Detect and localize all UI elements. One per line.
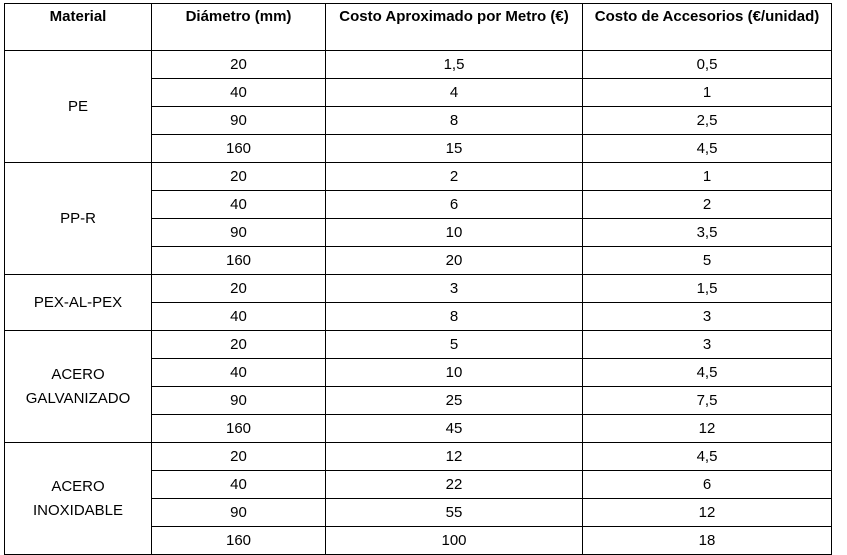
material-cell: ACERO INOXIDABLE <box>5 443 152 555</box>
costo-metro-cell: 10 <box>326 219 583 247</box>
table-body <box>5 51 832 555</box>
costo-accesorios-cell: 1 <box>583 163 832 191</box>
table-row <box>5 163 832 191</box>
costo-metro-cell: 55 <box>326 499 583 527</box>
diametro-cell: 160 <box>152 247 326 275</box>
costo-accesorios-cell: 4,5 <box>583 443 832 471</box>
material-cell: ACERO GALVANIZADO <box>5 331 152 443</box>
diametro-cell: 90 <box>152 499 326 527</box>
costo-accesorios-cell: 2 <box>583 191 832 219</box>
header-material: Material <box>5 4 152 51</box>
diametro-cell: 20 <box>152 51 326 79</box>
table-row <box>5 275 832 303</box>
costo-accesorios-cell: 7,5 <box>583 387 832 415</box>
diametro-cell: 40 <box>152 359 326 387</box>
diametro-cell: 160 <box>152 135 326 163</box>
costo-metro-cell: 8 <box>326 303 583 331</box>
diametro-cell: 160 <box>152 527 326 555</box>
costo-metro-cell: 25 <box>326 387 583 415</box>
header-costo-accesorios: Costo de Accesorios (€/unidad) <box>583 4 832 51</box>
costo-accesorios-cell: 0,5 <box>583 51 832 79</box>
costo-metro-cell: 45 <box>326 415 583 443</box>
table-header <box>5 4 832 51</box>
costo-accesorios-cell: 6 <box>583 471 832 499</box>
diametro-cell: 40 <box>152 79 326 107</box>
costo-accesorios-cell: 4,5 <box>583 359 832 387</box>
table-row <box>5 331 832 359</box>
cost-table <box>4 3 832 555</box>
table-row <box>5 443 832 471</box>
costo-metro-cell: 22 <box>326 471 583 499</box>
material-cell: PE <box>5 51 152 163</box>
costo-metro-cell: 1,5 <box>326 51 583 79</box>
costo-metro-cell: 20 <box>326 247 583 275</box>
diametro-cell: 90 <box>152 107 326 135</box>
diametro-cell: 40 <box>152 471 326 499</box>
diametro-cell: 20 <box>152 163 326 191</box>
table-row <box>5 51 832 79</box>
costo-metro-cell: 5 <box>326 331 583 359</box>
diametro-cell: 20 <box>152 331 326 359</box>
costo-metro-cell: 4 <box>326 79 583 107</box>
costo-metro-cell: 8 <box>326 107 583 135</box>
costo-accesorios-cell: 4,5 <box>583 135 832 163</box>
costo-accesorios-cell: 1,5 <box>583 275 832 303</box>
diametro-cell: 20 <box>152 443 326 471</box>
material-cell: PP-R <box>5 163 152 275</box>
costo-accesorios-cell: 12 <box>583 415 832 443</box>
diametro-cell: 40 <box>152 191 326 219</box>
costo-accesorios-cell: 3 <box>583 331 832 359</box>
diametro-cell: 20 <box>152 275 326 303</box>
header-diametro: Diámetro (mm) <box>152 4 326 51</box>
costo-metro-cell: 10 <box>326 359 583 387</box>
costo-accesorios-cell: 2,5 <box>583 107 832 135</box>
diametro-cell: 40 <box>152 303 326 331</box>
diametro-cell: 90 <box>152 219 326 247</box>
diametro-cell: 90 <box>152 387 326 415</box>
costo-metro-cell: 6 <box>326 191 583 219</box>
costo-accesorios-cell: 12 <box>583 499 832 527</box>
costo-accesorios-cell: 3,5 <box>583 219 832 247</box>
costo-accesorios-cell: 1 <box>583 79 832 107</box>
costo-metro-cell: 15 <box>326 135 583 163</box>
costo-metro-cell: 12 <box>326 443 583 471</box>
costo-accesorios-cell: 18 <box>583 527 832 555</box>
costo-metro-cell: 2 <box>326 163 583 191</box>
header-costo-metro: Costo Aproximado por Metro (€) <box>326 4 583 51</box>
diametro-cell: 160 <box>152 415 326 443</box>
costo-accesorios-cell: 5 <box>583 247 832 275</box>
costo-metro-cell: 3 <box>326 275 583 303</box>
material-cell: PEX-AL-PEX <box>5 275 152 331</box>
costo-accesorios-cell: 3 <box>583 303 832 331</box>
costo-metro-cell: 100 <box>326 527 583 555</box>
header-row <box>5 4 832 51</box>
